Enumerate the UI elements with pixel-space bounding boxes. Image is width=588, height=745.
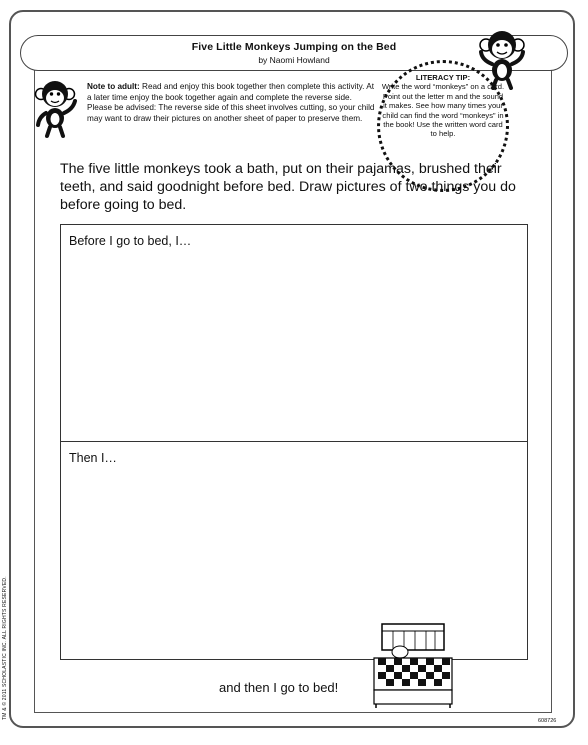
adult-note-text: Read and enjoy this book together then complete this activity. At a later time enjoy the book together again and complete the reverse side. Please be advised: The reverse side of this sheet involves cutting, so your child may want to draw their pictures on another sheet of paper to preserve them. — [87, 82, 375, 123]
literacy-tip-text: Write the word “monkeys” on a card. Point out the letter m and the sound it makes. See how many times your child can find the word “monkeys” in the book! Use the written word card to help. — [381, 82, 505, 139]
author-byline: by Naomi Howland — [258, 55, 330, 65]
adult-note-label: Note to adult: — [87, 82, 140, 91]
bed-icon — [368, 622, 458, 708]
drawing-box-before[interactable] — [60, 224, 528, 442]
activity-prompt: The five little monkeys took a bath, put on their pajamas, brushed their teeth, and said goodnight before bed. Draw pictures of two things you do before going to bed. — [60, 161, 516, 213]
literacy-tip — [381, 73, 505, 139]
monkey-icon — [33, 79, 79, 139]
drawing-box-then-label: Then I… — [69, 451, 117, 465]
adult-note — [87, 82, 377, 124]
copyright-notice: TM & © 2011 SCHOLASTIC INC. ALL RIGHTS RESERVED. — [2, 576, 8, 720]
ending-text: and then I go to bed! — [219, 680, 339, 695]
product-code: 608726 — [538, 718, 557, 724]
literacy-tip-title: LITERACY TIP: — [415, 73, 471, 82]
drawing-box-before-label: Before I go to bed, I… — [69, 234, 192, 248]
worksheet-title: Five Little Monkeys Jumping on the Bed — [191, 41, 397, 53]
